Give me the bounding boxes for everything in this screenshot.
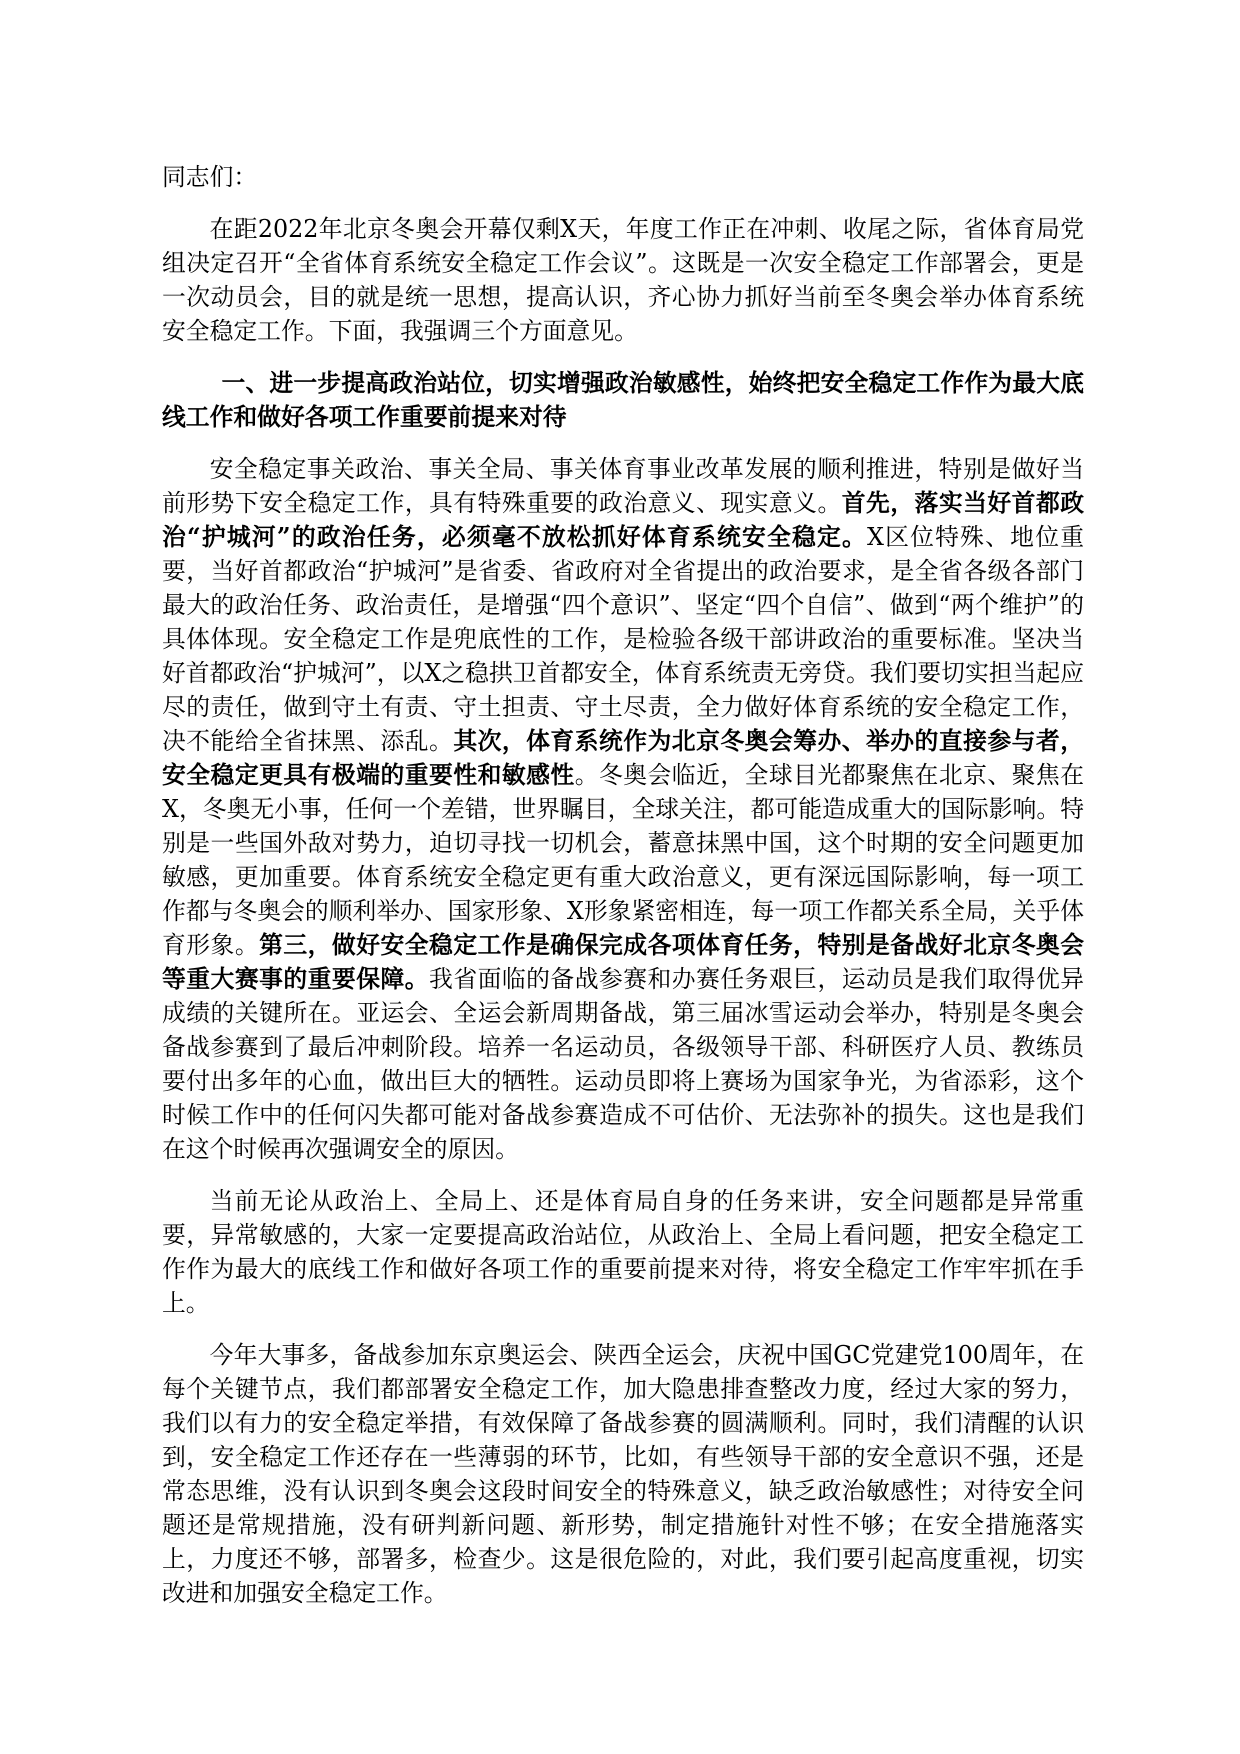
intro-paragraph: 在距2022年北京冬奥会开幕仅剩X天，年度工作正在冲刺、收尾之际，省体育局党组决定召开“全省体育系统安全稳定工作会议”。这既是一次安全稳定工作部署会，更是一次动员会，目的就是统一思想，提高认识，齐心协力抓好当前至冬奥会举办体育系统安全稳定工作。下面，我强调三个方面意见。	[162, 215, 1084, 345]
paragraph-1-text-3: 。冬奥会临近，全球目光都聚焦在北京、聚焦在X，冬奥无小事，任何一个差错，世界瞩目，全球关注，都可能造成重大的国际影响。特别是一些国外敌对势力，迫切寻找一切机会，蓄意抹黑中国，这个时期的安全问题更加敏感，更加重要。体育系统安全稳定更有重大政治意义，更有深远国际影响，每一项工作都与冬奥会的顺利举办、国家形象、X形象紧密相连，每一项工作都关系全局，关乎体育形象。	[162, 761, 1084, 959]
salutation: 同志们：	[162, 163, 258, 191]
section-heading-1: 一、进一步提高政治站位，切实增强政治敏感性，始终把安全稳定工作作为最大底线工作和做好各项工作重要前提来对待	[162, 369, 1084, 431]
paragraph-1-text-1: 安全稳定事关政治、事关全局、事关体育事业改革发展的顺利推进，特别是做好当前形势下安全稳定工作，具有特殊重要的政治意义、现实意义。	[162, 455, 1084, 517]
paragraph-3: 今年大事多，备战参加东京奥运会、陕西全运会，庆祝中国GC党建党100周年，在每个关键节点，我们都部署安全稳定工作，加大隐患排查整改力度，经过大家的努力，我们以有力的安全稳定举措，有效保障了备战参赛的圆满顺利。同时，我们清醒的认识到，安全稳定工作还存在一些薄弱的环节，比如，有些领导干部的安全意识不强，还是常态思维，没有认识到冬奥会这段时间安全的特殊意义，缺乏政治敏感性；对待安全问题还是常规措施，没有研判新问题、新形势，制定措施针对性不够；在安全措施落实上，力度还不够，部署多，检查少。这是很危险的，对此，我们要引起高度重视，切实改进和加强安全稳定工作。	[162, 1341, 1084, 1607]
document-body	[162, 160, 1084, 1628]
paragraph-1-bold-1: 首先，落实当好首都政治“护城河”的政治任务，必须毫不放松抓好体育系统安全稳定。	[162, 489, 1085, 551]
paragraph-2: 当前无论从政治上、全局上、还是体育局自身的任务来讲，安全问题都是异常重要，异常敏感的，大家一定要提高政治站位，从政治上、全局上看问题，把安全稳定工作作为最大的底线工作和做好各项工作的重要前提来对待，将安全稳定工作牢牢抓在手上。	[162, 1187, 1084, 1317]
paragraph-1-text-4: 我省面临的备战参赛和办赛任务艰巨，运动员是我们取得优异成绩的关键所在。亚运会、全运会新周期备战，第三届冰雪运动会举办，特别是冬奥会备战参赛到了最后冲刺阶段。培养一名运动员，各级领导干部、科研医疗人员、教练员要付出多年的心血，做出巨大的牺牲。运动员即将上赛场为国家争光，为省添彩，这个时候工作中的任何闪失都可能对备战参赛造成不可估价、无法弥补的损失。这也是我们在这个时候再次强调安全的原因。	[162, 965, 1085, 1163]
paragraph-1-text-2: X区位特殊、地位重要，当好首都政治“护城河”是省委、省政府对全省提出的政治要求，是全省各级各部门最大的政治任务、政治责任，是增强“四个意识”、坚定“四个自信”、做到“两个维护”的具体体现。安全稳定工作是兜底性的工作，是检验各级干部讲政治的重要标准。坚决当好首都政治“护城河”，以X之稳拱卫首都安全，体育系统责无旁贷。我们要切实担当起应尽的责任，做到守土有责、守土担责、守土尽责，全力做好体育系统的安全稳定工作，决不能给全省抹黑、添乱。	[162, 523, 1084, 755]
paragraph-1-bold-3: 第三，做好安全稳定工作是确保完成各项体育任务，特别是备战好北京冬奥会等重大赛事的重要保障。	[162, 931, 1085, 993]
paragraph-1	[162, 452, 1084, 1166]
paragraph-1-bold-2: 其次，体育系统作为北京冬奥会筹办、举办的直接参与者，安全稳定更具有极端的重要性和敏感性	[162, 727, 1085, 789]
